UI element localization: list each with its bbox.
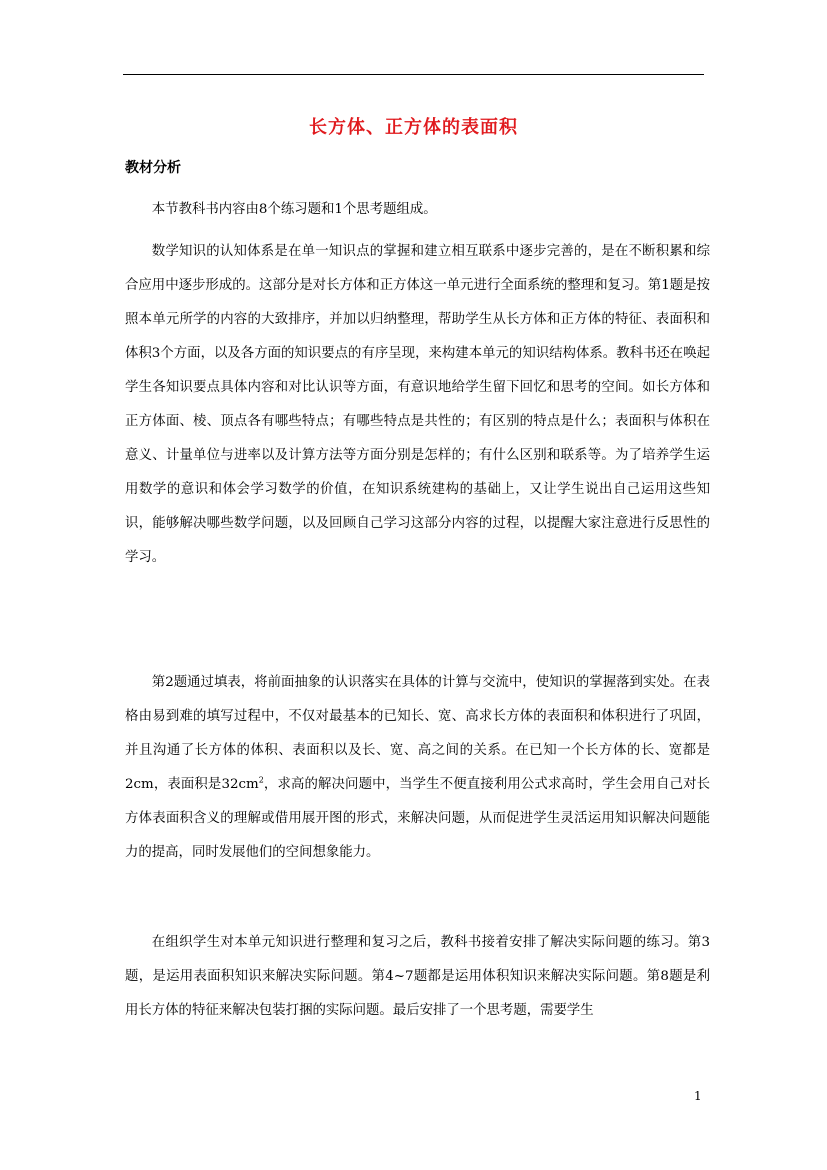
paragraph [125, 666, 710, 870]
document-title: 长方体、正方体的表面积 [309, 117, 518, 138]
paragraph: 数学知识的认知体系是在单一知识点的掌握和建立相互联系中逐步完善的，是在不断积累和综合应用中逐步形成的。这部分是对长方体和正方体这一单元进行全面系统的整理和复习。第1题是按照本单元所学的内容的大致排序，并加以归纳整理，帮助学生从长方体和正方体的特征、表面积和体积3个方面，以及各方面的知识要点的有序呈现，来构建本单元的知识结构体系。教科书还在唤起学生各知识要点具体内容和对比认识等方面，有意识地给学生留下回忆和思考的空间。如长方体和正方体面、棱、顶点各有哪些特点；有哪些特点是共性的；有区别的特点是什么；表面积与体积在意义、计量单位与进率以及计算方法等方面分别是怎样的；有什么区别和联系等。为了培养学生运用数学的意识和体会学习数学的价值，在知识系统建构的基础上，又让学生说出自己运用这些知识，能够解决哪些数学问题，以及回顾自己学习这部分内容的过程，以提醒大家注意进行反思性的学习。 [125, 244, 710, 565]
header-rule [123, 74, 704, 75]
superscript: 2 [258, 775, 264, 785]
paragraph: 本节教科书内容由8个练习题和1个思考题组成。 [151, 202, 437, 217]
page-number: 1 [694, 1089, 702, 1103]
paragraph: 在组织学生对本单元知识进行整理和复习之后，教科书接着安排了解决实际问题的练习。第3题，是运用表面积知识来解决实际问题。第4~7题都是运用体积知识来解决实际问题。第8题是利用长方体的特征来解决包装打捆的实际问题。最后安排了一个思考题，需要学生 [125, 935, 710, 1018]
section-heading: 教材分析 [125, 160, 181, 176]
paragraph-text: ，求高的解决问题中，当学生不便直接利用公式求高时，学生会用自己对长方体表面积含义的理解或借用展开图的形式，来解决问题，从而促进学生灵活运用知识解决问题能力的提高，同时发展他们的空间想象能力。 [125, 777, 711, 860]
paragraph-text: 第2题通过填表，将前面抽象的认识落实在具体的计算与交流中，使知识的掌握落到实处。在表格由易到难的填写过程中，不仅对最基本的已知长、宽、高求长方体的表面积和体积进行了巩固，并且沟通了长方体的体积、表面积以及长、宽、高之间的关系。在已知一个长方体的长、宽都是2cm，表面积是32cm [125, 675, 710, 792]
